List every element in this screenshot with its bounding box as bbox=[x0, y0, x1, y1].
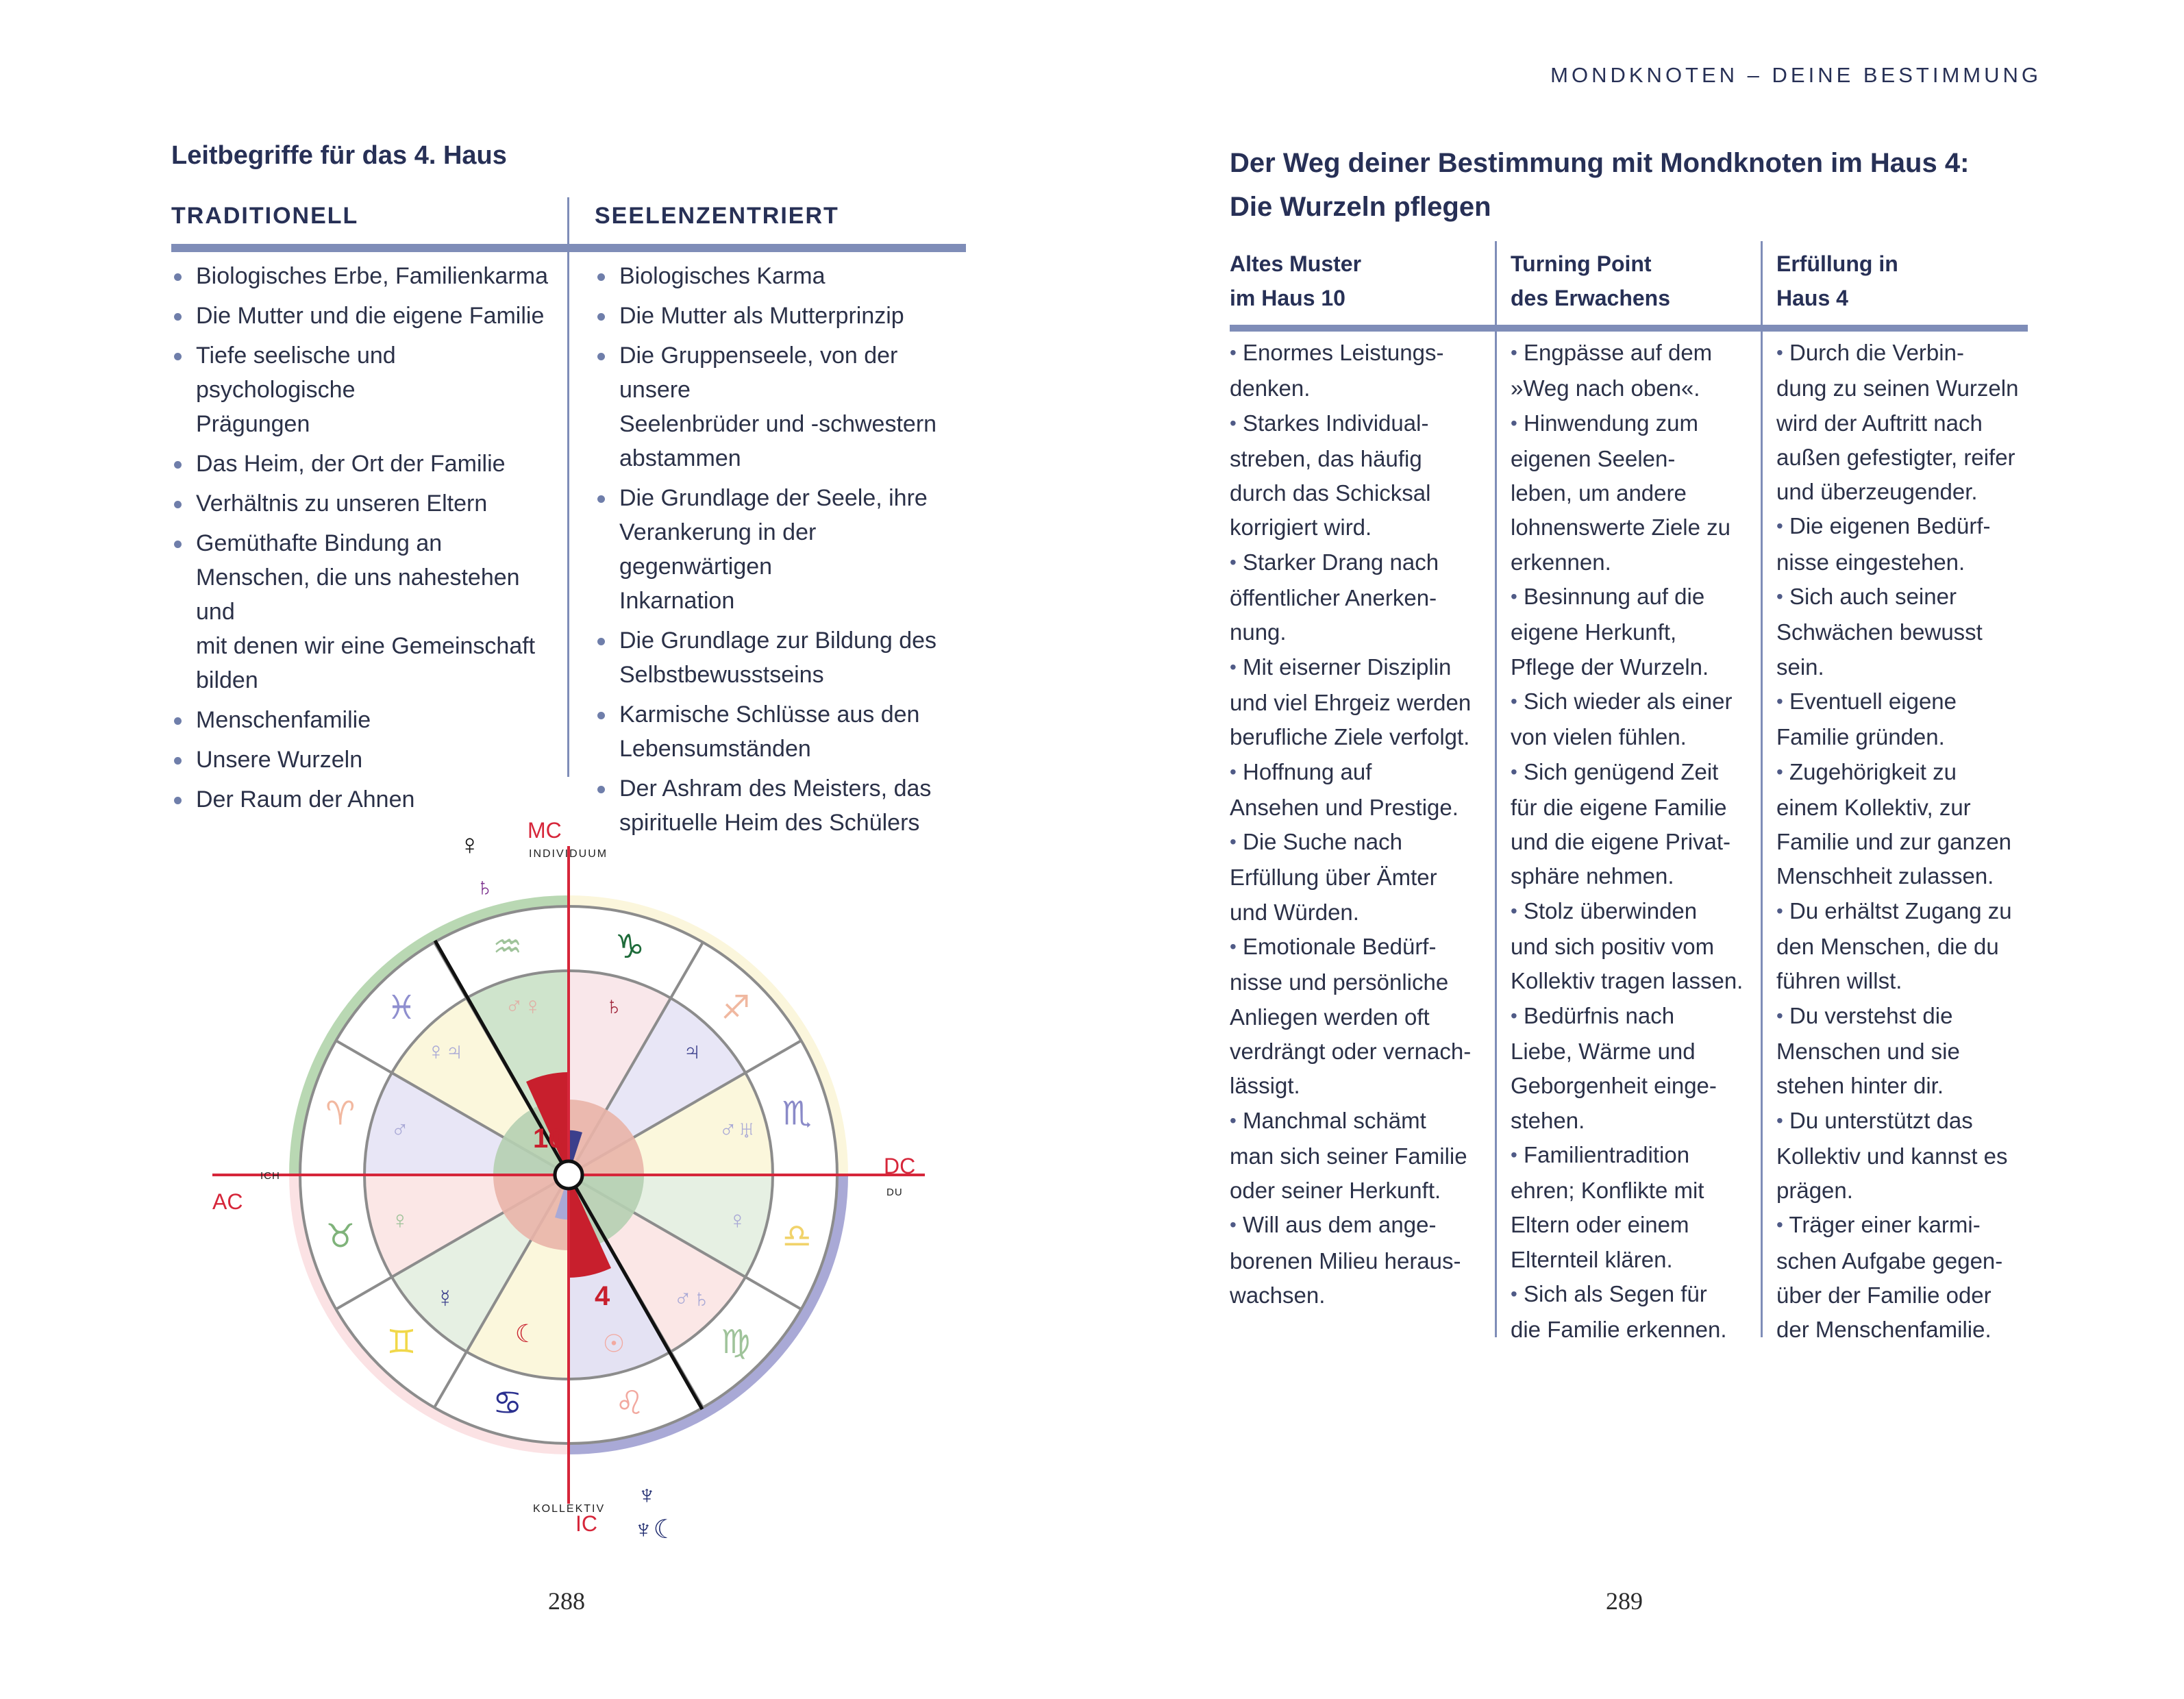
altes-muster-line-2: im Haus 10 bbox=[1230, 286, 1345, 310]
bullet-icon: • bbox=[1230, 1214, 1237, 1236]
individuum-label: INDIVIDUUM bbox=[529, 848, 608, 860]
page-number-right: 289 bbox=[1606, 1587, 1643, 1615]
seelenzentriert-item-line: Selbstbewusstseins bbox=[619, 662, 824, 688]
traditionell-item-line: Der Raum der Ahnen bbox=[196, 786, 415, 813]
seelenzentriert-item-line: Die Grundlage zur Bildung des bbox=[619, 628, 937, 654]
planet-glyph: ♀ bbox=[390, 1205, 410, 1234]
table-text-line: denken. bbox=[1230, 375, 1311, 401]
table-text-line: • Bedürfnis nach bbox=[1511, 1002, 1675, 1028]
table-text-line: der Menschenfamilie. bbox=[1776, 1317, 1991, 1343]
traditionell-item-line: Unsere Wurzeln bbox=[196, 747, 363, 773]
traditionell-item-line: Gemüthafte Bindung an bbox=[196, 530, 443, 556]
zodiac-sign-glyph: ♉ bbox=[325, 1218, 356, 1255]
table-text-line: Anliegen werden oft bbox=[1230, 1004, 1430, 1030]
planet-glyph: ♀ bbox=[728, 1205, 747, 1234]
zodiac-sign-glyph: ♒ bbox=[493, 928, 523, 965]
table-text-line: Kollektiv tragen lassen. bbox=[1511, 968, 1744, 994]
table-text-line: • Die Suche nach bbox=[1230, 829, 1402, 855]
table-text-line: stehen hinter dir. bbox=[1776, 1073, 1944, 1099]
mc-label: MC bbox=[528, 819, 562, 843]
table-text-line: • Du verstehst die bbox=[1776, 1002, 1953, 1028]
table-text-line: • Familientradition bbox=[1511, 1141, 1690, 1167]
table-text-line: über der Familie oder bbox=[1776, 1282, 1991, 1309]
bullet-icon: • bbox=[1230, 551, 1237, 573]
traditionell-item-line: Menschenfamilie bbox=[196, 707, 371, 733]
table-text-line: für die eigene Familie bbox=[1511, 794, 1727, 820]
traditionell-item bbox=[171, 259, 558, 293]
bullet-icon: • bbox=[1776, 1004, 1783, 1026]
traditionell-item bbox=[171, 703, 558, 737]
zodiac-sign-glyph: ♎ bbox=[782, 1218, 812, 1255]
zodiac-sign-glyph: ♊ bbox=[386, 1324, 417, 1361]
page-number-left: 288 bbox=[548, 1587, 585, 1615]
bullet-icon: • bbox=[1511, 586, 1517, 608]
bullet-icon: • bbox=[1776, 1109, 1783, 1131]
table-text-line: öffentlicher Anerken- bbox=[1230, 585, 1437, 611]
table-text-line: Familie und zur ganzen bbox=[1776, 829, 2012, 855]
table-text-line: • Stolz überwinden bbox=[1511, 897, 1698, 923]
bullet-icon: • bbox=[1776, 586, 1783, 608]
right-section-title bbox=[1230, 141, 1969, 229]
zodiac-sign-glyph: ♌ bbox=[615, 1385, 645, 1422]
column-header-traditionell: TRADITIONELL bbox=[171, 203, 359, 229]
table-text-line: nisse und persönliche bbox=[1230, 969, 1449, 995]
seelenzentriert-list bbox=[595, 259, 968, 845]
right-title-line-2: Die Wurzeln pflegen bbox=[1230, 192, 1491, 222]
traditionell-item-line: bilden bbox=[196, 667, 258, 693]
table-text-line: lässigt. bbox=[1230, 1073, 1300, 1099]
bullet-icon: • bbox=[1230, 831, 1237, 853]
table-text-line: • Enormes Leistungs- bbox=[1230, 340, 1444, 365]
traditionell-item bbox=[171, 526, 558, 697]
table-text-line: nung. bbox=[1230, 619, 1287, 645]
bullet-icon: • bbox=[1230, 412, 1237, 434]
seelenzentriert-item-line: Lebensumständen bbox=[619, 736, 811, 762]
neptune-moon-bottom-glyph: ♆☾ bbox=[634, 1515, 677, 1544]
table-text-line: Geborgenheit einge- bbox=[1511, 1073, 1717, 1099]
seelenzentriert-item bbox=[595, 259, 968, 293]
table-text-line: Menschheit zulassen. bbox=[1776, 863, 1994, 889]
planet-glyph: ☾ bbox=[514, 1319, 538, 1348]
table-text-line: den Menschen, die du bbox=[1776, 934, 1999, 960]
bullet-icon: • bbox=[1776, 690, 1783, 712]
altes-muster-text bbox=[1230, 336, 1490, 1313]
table-text-line: und Würden. bbox=[1230, 899, 1359, 925]
traditionell-item-line: Die Mutter und die eigene Familie bbox=[196, 303, 545, 329]
table-text-line: sein. bbox=[1776, 654, 1824, 680]
table-text-line: • Manchmal schämt bbox=[1230, 1107, 1426, 1133]
table-text-line: eigenen Seelen- bbox=[1511, 445, 1676, 471]
table-text-line: • Besinnung auf die bbox=[1511, 584, 1705, 610]
seelenzentriert-item-line: Seelenbrüder und -schwestern bbox=[619, 411, 937, 437]
traditionell-item bbox=[171, 743, 558, 777]
venus-top-glyph: ♀ bbox=[459, 828, 481, 860]
table-text-line: • Die eigenen Bedürf- bbox=[1776, 513, 1991, 539]
ic-label: IC bbox=[575, 1511, 597, 1536]
table-text-line: ehren; Konflikte mit bbox=[1511, 1178, 1704, 1204]
seelenzentriert-item bbox=[595, 299, 968, 333]
column-header-erfuellung bbox=[1776, 247, 2023, 315]
table-text-line: erkennen. bbox=[1511, 549, 1611, 575]
table-text-line: • Zugehörigkeit zu bbox=[1776, 758, 1957, 784]
zodiac-sign-glyph: ♓ bbox=[386, 990, 417, 1027]
bullet-icon: • bbox=[1511, 1004, 1517, 1026]
bullet-icon: • bbox=[1776, 515, 1783, 537]
seelenzentriert-item bbox=[595, 623, 968, 692]
traditionell-item-line: Prägungen bbox=[196, 411, 310, 437]
column-divider bbox=[567, 197, 569, 777]
table-text-line: sphäre nehmen. bbox=[1511, 863, 1674, 889]
bullet-icon: • bbox=[1776, 342, 1783, 363]
right-column-divider-2 bbox=[1761, 241, 1763, 1337]
column-header-seelenzentriert: SEELENZENTRIERT bbox=[595, 203, 839, 229]
right-table-rule bbox=[1230, 325, 2028, 332]
table-text-line: • Hoffnung auf bbox=[1230, 758, 1372, 784]
table-text-line: schen Aufgabe gegen- bbox=[1776, 1248, 2003, 1274]
seelenzentriert-item-line: abstammen bbox=[619, 445, 741, 471]
table-text-line: Elternteil klären. bbox=[1511, 1246, 1673, 1272]
traditionell-item bbox=[171, 338, 558, 441]
table-text-line: und die eigene Privat- bbox=[1511, 829, 1731, 855]
table-text-line: • Durch die Verbin- bbox=[1776, 340, 1964, 365]
zodiac-sign-glyph: ♈ bbox=[325, 1095, 356, 1132]
bullet-icon: • bbox=[1230, 656, 1237, 678]
running-head: MONDKNOTEN – DEINE BESTIMMUNG bbox=[1550, 63, 2042, 87]
table-text-line: von vielen fühlen. bbox=[1511, 724, 1687, 750]
turning-point-line-1: Turning Point bbox=[1511, 251, 1652, 276]
traditionell-list bbox=[171, 259, 558, 822]
table-text-line: Eltern oder einem bbox=[1511, 1212, 1689, 1238]
column-header-altes-muster bbox=[1230, 247, 1490, 315]
table-text-line: Liebe, Wärme und bbox=[1511, 1038, 1696, 1064]
table-text-line: und sich positiv vom bbox=[1511, 934, 1715, 960]
table-text-line: nisse eingestehen. bbox=[1776, 549, 1965, 575]
erfuellung-text bbox=[1776, 336, 2033, 1348]
seelenzentriert-item bbox=[595, 338, 968, 475]
table-text-line: • Sich auch seiner bbox=[1776, 584, 1957, 610]
table-text-line: • Sich genügend Zeit bbox=[1511, 758, 1719, 784]
table-text-line: streben, das häufig bbox=[1230, 445, 1422, 471]
table-text-line: eigene Herkunft, bbox=[1511, 619, 1677, 645]
table-text-line: korrigiert wird. bbox=[1230, 514, 1372, 541]
planet-glyph: ♃ bbox=[682, 1037, 702, 1065]
table-text-line: außen gefestigter, reifer bbox=[1776, 444, 2015, 470]
table-text-line: die Familie erkennen. bbox=[1511, 1317, 1727, 1343]
planet-glyph: ♂♄ bbox=[673, 1284, 711, 1313]
traditionell-item-line: Tiefe seelische und psychologische bbox=[196, 343, 396, 403]
zodiac-sign-glyph: ♑ bbox=[615, 928, 645, 965]
seelenzentriert-item bbox=[595, 697, 968, 766]
seelenzentriert-item-line: Verankerung in der gegenwärtigen bbox=[619, 519, 817, 580]
bullet-icon: • bbox=[1511, 900, 1517, 921]
turning-point-text bbox=[1511, 336, 1757, 1348]
seelenzentriert-item-line: Die Grundlage der Seele, ihre bbox=[619, 485, 928, 511]
planet-glyph: ♄ bbox=[604, 991, 623, 1020]
planet-glyph: ♂♀ bbox=[505, 991, 543, 1020]
planet-glyph: ☿ bbox=[436, 1284, 455, 1313]
planet-glyph: ☉ bbox=[602, 1329, 625, 1358]
bullet-icon: • bbox=[1776, 760, 1783, 782]
table-text-line: Schwächen bewusst bbox=[1776, 619, 1983, 645]
seelenzentriert-item-line: Die Mutter als Mutterprinzip bbox=[619, 303, 904, 329]
house-4-number: 4 bbox=[595, 1281, 610, 1311]
kollektiv-label: KOLLEKTIV bbox=[533, 1503, 606, 1515]
table-text-line: führen willst. bbox=[1776, 968, 1902, 994]
zodiac-sign-glyph: ♍ bbox=[721, 1324, 751, 1361]
du-label: DU bbox=[886, 1187, 903, 1198]
traditionell-item bbox=[171, 447, 558, 481]
traditionell-item-line: Menschen, die uns nahestehen und bbox=[196, 565, 520, 625]
bullet-icon: • bbox=[1511, 760, 1517, 782]
zodiac-sign-glyph: ♏ bbox=[782, 1095, 812, 1132]
table-text-line: Ansehen und Prestige. bbox=[1230, 794, 1459, 820]
saturn-top-glyph: ♄ bbox=[475, 873, 494, 901]
table-text-line: verdrängt oder vernach- bbox=[1230, 1038, 1472, 1064]
seelenzentriert-item-line: spirituelle Heim des Schülers bbox=[619, 810, 920, 836]
table-text-line: man sich seiner Familie bbox=[1230, 1143, 1467, 1169]
table-text-line: wachsen. bbox=[1230, 1282, 1326, 1309]
left-section-title: Leitbegriffe für das 4. Haus bbox=[171, 141, 507, 170]
table-text-line: Pflege der Wurzeln. bbox=[1511, 654, 1709, 680]
planet-glyph: ♂♅ bbox=[719, 1115, 756, 1144]
table-text-line: oder seiner Herkunft. bbox=[1230, 1178, 1441, 1204]
table-text-line: • Engpässe auf dem bbox=[1511, 340, 1713, 365]
ich-label: ICH bbox=[260, 1170, 280, 1182]
bullet-icon: • bbox=[1776, 1214, 1783, 1236]
right-column-divider-1 bbox=[1495, 241, 1497, 1337]
table-text-line: • Starkes Individual- bbox=[1230, 410, 1429, 436]
house-10-number: 10 bbox=[533, 1124, 564, 1154]
table-text-line: durch das Schicksal bbox=[1230, 480, 1431, 506]
bullet-icon: • bbox=[1511, 1283, 1517, 1305]
ac-label: AC bbox=[212, 1189, 243, 1214]
table-text-line: • Eventuell eigene bbox=[1776, 688, 1957, 714]
traditionell-item-line: Verhältnis zu unseren Eltern bbox=[196, 491, 488, 517]
table-text-line: lohnenswerte Ziele zu bbox=[1511, 514, 1731, 541]
table-text-line: • Du erhältst Zugang zu bbox=[1776, 897, 2012, 923]
table-text-line: leben, um andere bbox=[1511, 480, 1687, 506]
traditionell-item-line: mit denen wir eine Gemeinschaft bbox=[196, 633, 536, 659]
right-title-line-1: Der Weg deiner Bestimmung mit Mondknoten im Haus 4: bbox=[1230, 148, 1970, 178]
bullet-icon: • bbox=[1230, 936, 1237, 958]
dc-label: DC bbox=[884, 1154, 916, 1178]
seelenzentriert-item bbox=[595, 481, 968, 618]
table-text-line: • Starker Drang nach bbox=[1230, 549, 1439, 575]
seelenzentriert-item-line: Die Gruppenseele, von der unsere bbox=[619, 343, 898, 403]
zodiac-sign-glyph: ♋ bbox=[493, 1385, 523, 1422]
center-circle bbox=[555, 1161, 582, 1189]
erfuellung-line-2: Haus 4 bbox=[1776, 286, 1848, 310]
neptune-bottom-glyph: ♆ bbox=[637, 1481, 657, 1510]
altes-muster-line-1: Altes Muster bbox=[1230, 251, 1362, 276]
table-text-line: borenen Milieu heraus- bbox=[1230, 1248, 1461, 1274]
horoscope-chart bbox=[199, 819, 952, 1545]
bullet-icon: • bbox=[1511, 690, 1517, 712]
table-text-line: stehen. bbox=[1511, 1107, 1585, 1133]
seelenzentriert-item-line: Karmische Schlüsse aus den bbox=[619, 702, 920, 728]
table-text-line: prägen. bbox=[1776, 1178, 1853, 1204]
table-text-line: • Mit eiserner Disziplin bbox=[1230, 654, 1452, 680]
traditionell-item-line: Das Heim, der Ort der Familie bbox=[196, 451, 506, 477]
traditionell-item bbox=[171, 782, 558, 817]
table-text-line: • Sich als Segen für bbox=[1511, 1281, 1707, 1307]
table-text-line: berufliche Ziele verfolgt. bbox=[1230, 724, 1470, 750]
table-text-line: dung zu seinen Wurzeln bbox=[1776, 375, 2019, 401]
table-text-line: • Emotionale Bedürf- bbox=[1230, 934, 1437, 960]
bullet-icon: • bbox=[1230, 342, 1237, 363]
seelenzentriert-item-line: Inkarnation bbox=[619, 588, 735, 614]
seelenzentriert-item-line: Der Ashram des Meisters, das bbox=[619, 776, 932, 802]
bullet-icon: • bbox=[1511, 412, 1517, 434]
bullet-icon: • bbox=[1511, 1143, 1517, 1165]
turning-point-line-2: des Erwachens bbox=[1511, 286, 1670, 310]
table-text-line: »Weg nach oben«. bbox=[1511, 375, 1700, 401]
table-text-line: Familie gründen. bbox=[1776, 724, 1945, 750]
table-text-line: wird der Auftritt nach bbox=[1776, 410, 1983, 436]
bullet-icon: • bbox=[1511, 342, 1517, 363]
traditionell-item bbox=[171, 486, 558, 521]
bullet-icon: • bbox=[1230, 1109, 1237, 1131]
table-text-line: • Hinwendung zum bbox=[1511, 410, 1698, 436]
table-text-line: Kollektiv und kannst es bbox=[1776, 1143, 2008, 1169]
erfuellung-line-1: Erfüllung in bbox=[1776, 251, 1898, 276]
table-text-line: • Träger einer karmi- bbox=[1776, 1212, 1981, 1238]
table-text-line: • Will aus dem ange- bbox=[1230, 1212, 1437, 1238]
traditionell-item bbox=[171, 299, 558, 333]
planet-glyph: ♀♃ bbox=[426, 1037, 464, 1065]
table-text-line: einem Kollektiv, zur bbox=[1776, 794, 1971, 820]
zodiac-sign-glyph: ♐ bbox=[721, 990, 751, 1027]
planet-glyph: ♂ bbox=[390, 1115, 410, 1144]
table-text-line: und überzeugender. bbox=[1776, 479, 1978, 505]
table-text-line: und viel Ehrgeiz werden bbox=[1230, 689, 1472, 715]
bullet-icon: • bbox=[1776, 900, 1783, 921]
table-text-line: • Sich wieder als einer bbox=[1511, 688, 1733, 714]
bullet-icon: • bbox=[1230, 760, 1237, 782]
table-text-line: Erfüllung über Ämter bbox=[1230, 865, 1437, 891]
traditionell-item-line: Biologisches Erbe, Familienkarma bbox=[196, 263, 548, 289]
table-text-line: • Du unterstützt das bbox=[1776, 1107, 1973, 1133]
table-text-line: Menschen und sie bbox=[1776, 1038, 1960, 1064]
seelenzentriert-item-line: Biologisches Karma bbox=[619, 263, 826, 289]
column-header-turning-point bbox=[1511, 247, 1757, 315]
